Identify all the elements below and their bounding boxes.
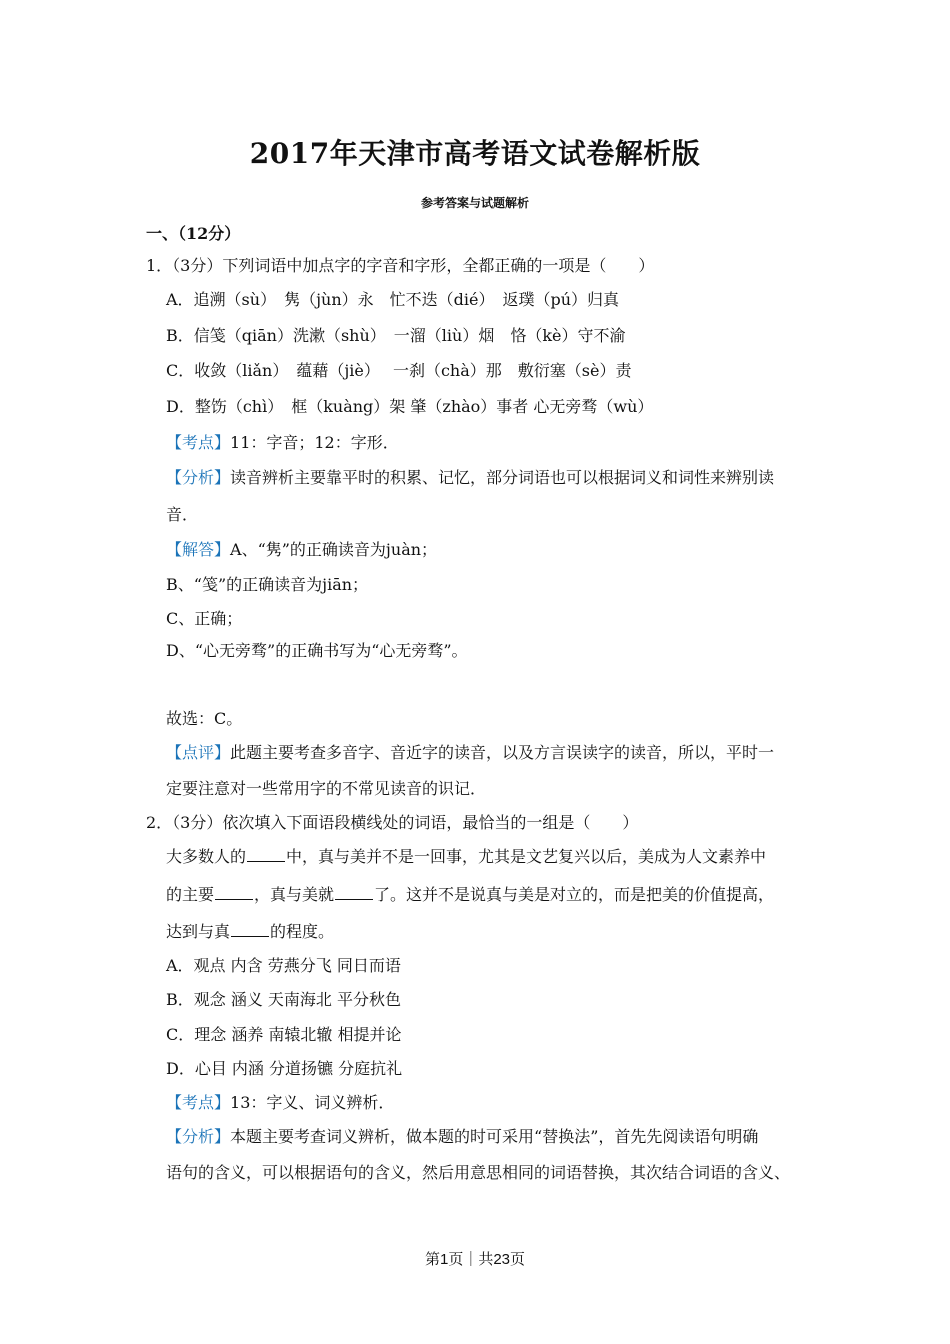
section-heading: 一、（12分） [146, 224, 241, 243]
question-1-jieda [166, 540, 437, 560]
passage-text: 了。这并不是说真与美是对立的，而是把美的价值提高， [374, 885, 775, 904]
question-1-option-d: D．整饬（chì） 框（kuàng）架 肇（zhào）事者 心无旁骛（wù） [166, 397, 654, 416]
question-1-fenxi [166, 468, 774, 488]
question-1-fenxi-cont: 音． [166, 505, 199, 524]
fill-blank [335, 885, 373, 900]
question-2-kaodian [166, 1093, 394, 1113]
question-2-fenxi [166, 1127, 758, 1147]
fenxi-text: 本题主要考查词义辨析，做本题的时可采用“替换法”，首先先阅读语句明确 [230, 1127, 759, 1146]
jieda-text: A、“隽”的正确读音为juàn； [230, 540, 438, 559]
question-1-jieda-d: D、“心无旁骛”的正确书写为“心无旁骛”。 [166, 641, 468, 660]
question-1-jieda-b: B、“笺”的正确读音为jiān； [166, 575, 369, 594]
question-2-option-b: B．观念 涵义 天南海北 平分秋色 [166, 990, 402, 1009]
question-2-passage-line-1 [166, 847, 766, 867]
kaodian-text: 13：字义、词义辨析． [230, 1093, 395, 1112]
passage-text: 的程度。 [270, 922, 335, 941]
question-1-jieda-c: C、正确； [166, 609, 243, 628]
footer-text: 页｜共 [448, 1250, 494, 1268]
question-1-kaodian [166, 433, 399, 453]
document-title: 2017年天津市高考语文试卷解析版 [249, 137, 701, 170]
question-2-option-a: A．观点 内含 劳燕分飞 同日而语 [166, 956, 401, 975]
page-number: 1 [439, 1251, 449, 1268]
kaodian-tag: 【考点】 [166, 1093, 231, 1112]
passage-text: 的主要 [166, 885, 215, 904]
dianping-tag: 【点评】 [166, 743, 231, 762]
fenxi-tag: 【分析】 [166, 1127, 231, 1146]
fenxi-text: 读音辨析主要靠平时的积累、记忆，部分词语也可以根据词义和词性来辨别读 [230, 468, 775, 487]
question-2-stem: 2．（3分）依次填入下面语段横线处的词语，最恰当的一组是（ ） [146, 813, 639, 832]
question-2-passage-line-3 [166, 922, 334, 942]
footer-text: 页 [510, 1250, 526, 1268]
passage-text: 达到与真 [166, 922, 231, 941]
question-2-passage-line-2 [166, 885, 774, 905]
page-footer [0, 1248, 950, 1269]
fill-blank [231, 922, 269, 937]
fenxi-tag: 【分析】 [166, 468, 231, 487]
fill-blank [215, 885, 253, 900]
footer-text: 第 [424, 1250, 440, 1268]
page-total: 23 [493, 1251, 511, 1268]
question-1-option-b: B．信笺（qiān）洗漱（shù） 一溜（liù）烟 恪（kè）守不渝 [166, 326, 626, 345]
passage-text: 大多数人的 [166, 847, 247, 866]
question-2-option-d: D．心目 内涵 分道扬镳 分庭抗礼 [166, 1059, 403, 1078]
dianping-text: 此题主要考查多音字、音近字的读音，以及方言误读字的读音，所以，平时一 [230, 743, 775, 762]
question-1-option-c: C．收敛（liǎn） 蕴藉（jiè） 一刹（chà）那 敷衍塞（sè）责 [166, 361, 632, 380]
question-1-dianping-cont: 定要注意对一些常用字的不常见读音的识记． [166, 779, 487, 798]
question-1-answer: 故选：C。 [166, 709, 243, 728]
question-1-option-a: A．追溯（sù） 隽（jùn）永 忙不迭（dié） 返璞（pú）归真 [166, 290, 620, 309]
jieda-tag: 【解答】 [166, 540, 231, 559]
fill-blank [247, 847, 285, 862]
question-1-dianping [166, 743, 774, 763]
kaodian-tag: 【考点】 [166, 433, 231, 452]
kaodian-text: 11：字音；12：字形． [230, 433, 399, 452]
question-2-fenxi-cont: 语句的含义，可以根据语句的含义，然后用意思相同的词语替换，其次结合词语的含义、 [166, 1163, 791, 1182]
passage-text: ，真与美就 [254, 885, 335, 904]
question-2-option-c: C．理念 涵养 南辕北辙 相提并论 [166, 1025, 402, 1044]
passage-text: 中，真与美并不是一回事，尤其是文艺复兴以后，美成为人文素养中 [286, 847, 767, 866]
question-1-stem: 1．（3分）下列词语中加点字的字音和字形，全都正确的一项是（ ） [146, 256, 655, 275]
document-subtitle: 参考答案与试题解析 [420, 196, 529, 210]
